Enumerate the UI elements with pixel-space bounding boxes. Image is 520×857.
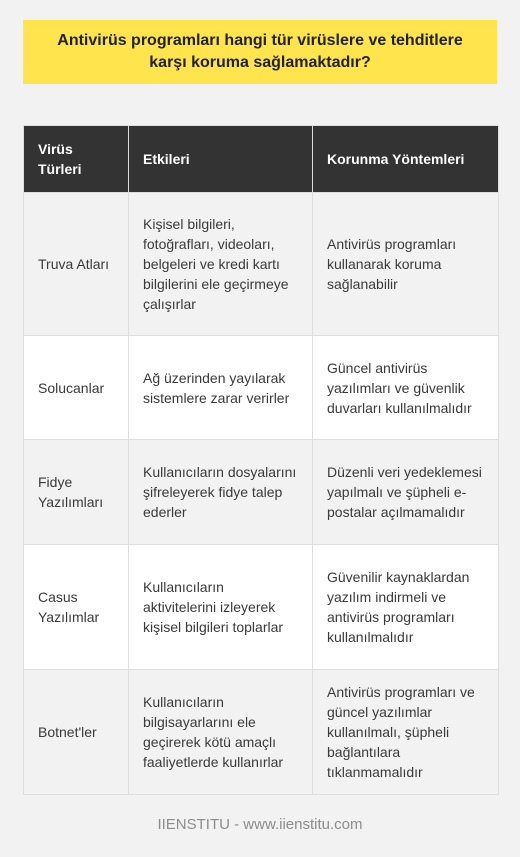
cell-protection: Güncel antivirüs yazılımları ve güvenlik duvarları kullanılmalıdır xyxy=(313,336,499,440)
cell-effect: Kullanıcıların aktivitelerini izleyerek kişisel bilgileri toplarlar xyxy=(129,545,313,670)
header-protection-methods: Korunma Yöntemleri xyxy=(313,126,499,193)
table-row xyxy=(24,545,499,670)
cell-virus-type: Casus Yazılımlar xyxy=(24,545,129,670)
cell-effect: Ağ üzerinden yayılarak sistemlere zarar verirler xyxy=(129,336,313,440)
cell-virus-type: Truva Atları xyxy=(24,193,129,336)
cell-effect: Kullanıcıların bilgisayarlarını ele geçirerek kötü amaçlı faaliyetlerde kullanırlar xyxy=(129,670,313,795)
header-virus-types: Virüs Türleri xyxy=(24,126,129,193)
table-header-row xyxy=(24,126,499,193)
cell-virus-type: Fidye Yazılımları xyxy=(24,440,129,545)
table-row xyxy=(24,670,499,795)
header-effects: Etkileri xyxy=(129,126,313,193)
cell-protection: Antivirüs programları ve güncel yazılımlar kullanılmalı, şüpheli bağlantılara tıklanmamalıdır xyxy=(313,670,499,795)
table-row xyxy=(24,193,499,336)
table-row xyxy=(24,440,499,545)
cell-protection: Antivirüs programları kullanarak koruma sağlanabilir xyxy=(313,193,499,336)
page-title: Antivirüs programları hangi tür virüslere ve tehditlere karşı koruma sağlamaktadır? xyxy=(57,32,463,71)
cell-virus-type: Botnet'ler xyxy=(24,670,129,795)
cell-protection: Güvenilir kaynaklardan yazılım indirmeli ve antivirüs programları kullanılmalıdır xyxy=(313,545,499,670)
cell-effect: Kişisel bilgileri, fotoğrafları, videoları, belgeleri ve kredi kartı bilgilerini ele geçirmeye çalışırlar xyxy=(129,193,313,336)
cell-virus-type: Solucanlar xyxy=(24,336,129,440)
table-row xyxy=(24,336,499,440)
cell-protection: Düzenli veri yedeklemesi yapılmalı ve şüpheli e-postalar açılmamalıdır xyxy=(313,440,499,545)
footer-credit: IIENSTITU - www.iienstitu.com xyxy=(157,816,363,833)
cell-effect: Kullanıcıların dosyalarını şifreleyerek fidye talep ederler xyxy=(129,440,313,545)
title-banner xyxy=(23,20,497,84)
virus-table xyxy=(23,125,499,795)
